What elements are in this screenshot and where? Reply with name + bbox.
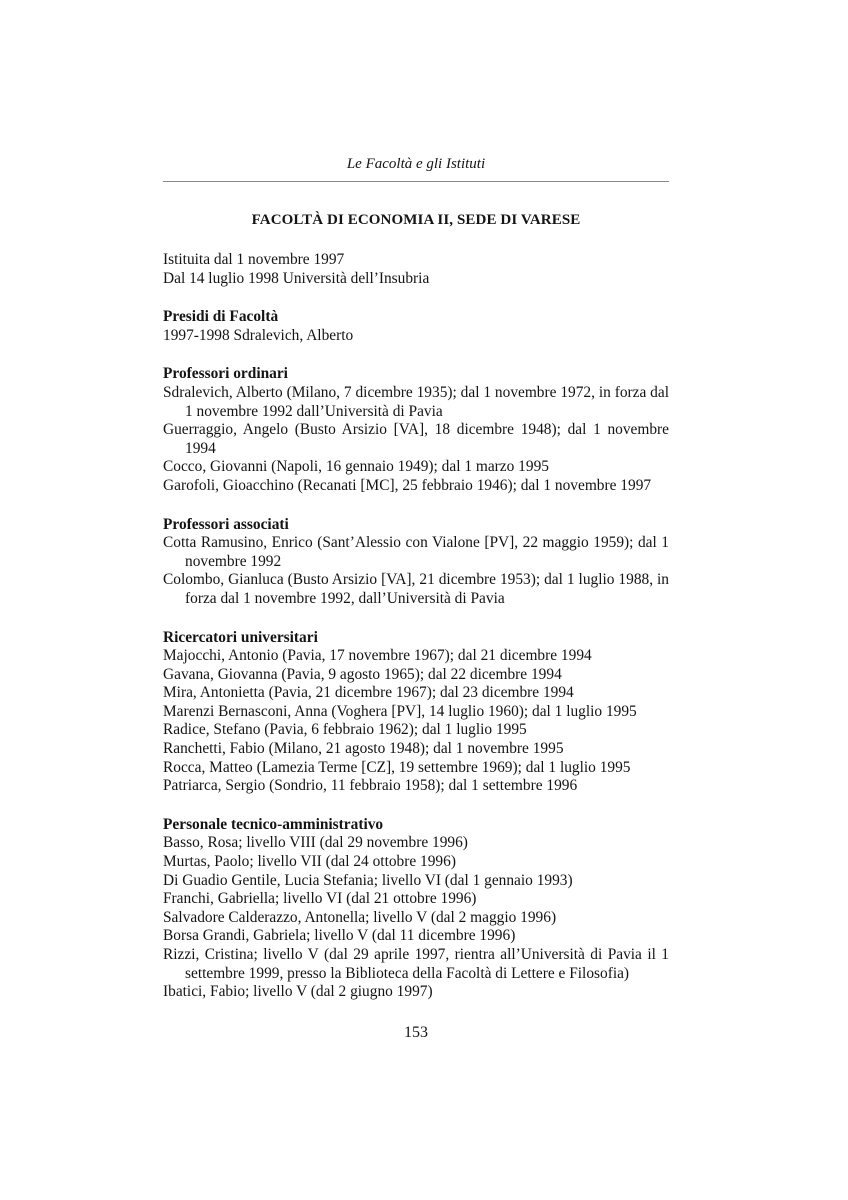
- list-item: Guerraggio, Angelo (Busto Arsizio [VA], 18 dicembre 1948); dal 1 novembre 1994: [163, 421, 669, 457]
- list-item: Salvadore Calderazzo, Antonella; livello V (dal 2 maggio 1996): [163, 908, 557, 926]
- section-heading: Personale tecnico-amministrativo: [163, 815, 384, 833]
- list-item: Marenzi Bernasconi, Anna (Voghera [PV], 14 luglio 1960); dal 1 luglio 1995: [163, 702, 637, 720]
- page-body: [163, 209, 669, 1002]
- page-title: FACOLTÀ DI ECONOMIA II, SEDE DI VARESE: [251, 212, 581, 228]
- list-item: Sdralevich, Alberto (Milano, 7 dicembre 1935); dal 1 novembre 1972, in forza dal 1 novembre 1992 dall’Università di Pavia: [163, 383, 669, 420]
- list-item: Ranchetti, Fabio (Milano, 21 agosto 1948); dal 1 novembre 1995: [163, 740, 564, 758]
- section-professori-ordinari: [163, 365, 669, 495]
- list-item: Colombo, Gianluca (Busto Arsizio [VA], 21 dicembre 1953); dal 1 luglio 1988, in forza dal 1 novembre 1992, dall’Università di Pavia: [163, 571, 669, 607]
- section-personale: [163, 816, 669, 1002]
- list-item: Radice, Stefano (Pavia, 6 febbraio 1962); dal 1 luglio 1995: [163, 721, 527, 739]
- list-item: Murtas, Paolo; livello VII (dal 24 ottobre 1996): [163, 853, 456, 871]
- list-item: Rocca, Matteo (Lamezia Terme [CZ], 19 settembre 1969); dal 1 luglio 1995: [163, 758, 631, 776]
- page-number: 153: [404, 1024, 428, 1041]
- running-header: Le Facoltà e gli Istituti: [346, 156, 486, 172]
- list-item: Cocco, Giovanni (Napoli, 16 gennaio 1949); dal 1 marzo 1995: [163, 458, 549, 476]
- section-heading: Presidi di Facoltà: [163, 308, 279, 326]
- section-professori-associati: [163, 516, 669, 609]
- intro-block: [163, 251, 669, 288]
- list-item: 1997-1998 Sdralevich, Alberto: [163, 326, 354, 344]
- section-ricercatori: [163, 629, 669, 796]
- list-item: Di Guadio Gentile, Lucia Stefania; livello VI (dal 1 gennaio 1993): [163, 871, 573, 889]
- intro-line: Istituita dal 1 novembre 1997: [163, 251, 345, 268]
- list-item: Mira, Antonietta (Pavia, 21 dicembre 1967); dal 23 dicembre 1994: [163, 684, 574, 702]
- list-item: Patriarca, Sergio (Sondrio, 11 febbraio 1958); dal 1 settembre 1996: [163, 777, 578, 795]
- header-rule: [163, 181, 669, 182]
- section-presidi: [163, 308, 669, 345]
- section-heading: Ricercatori universitari: [163, 628, 318, 646]
- list-item: Gavana, Giovanna (Pavia, 9 agosto 1965); dal 22 dicembre 1994: [163, 665, 562, 683]
- section-heading: Professori associati: [163, 515, 289, 533]
- list-item: Ibatici, Fabio; livello V (dal 2 giugno 1997): [163, 983, 433, 1001]
- intro-line: Dal 14 luglio 1998 Università dell’Insubria: [163, 269, 430, 287]
- section-heading: Professori ordinari: [163, 365, 288, 383]
- list-item: Cotta Ramusino, Enrico (Sant’Alessio con Vialone [PV], 22 maggio 1959); dal 1 novembre 1992: [163, 534, 669, 570]
- list-item: Rizzi, Cristina; livello V (dal 29 aprile 1997, rientra all’Università di Pavia il 1 settembre 1999, presso la Biblioteca della Facoltà di Lettere e Filosofia): [163, 946, 669, 982]
- list-item: Franchi, Gabriella; livello VI (dal 21 ottobre 1996): [163, 890, 477, 908]
- list-item: Basso, Rosa; livello VIII (dal 29 novembre 1996): [163, 834, 468, 852]
- list-item: Garofoli, Gioacchino (Recanati [MC], 25 febbraio 1946); dal 1 novembre 1997: [163, 476, 652, 494]
- list-item: Majocchi, Antonio (Pavia, 17 novembre 1967); dal 21 dicembre 1994: [163, 647, 592, 665]
- list-item: Borsa Grandi, Gabriela; livello V (dal 11 dicembre 1996): [163, 927, 516, 945]
